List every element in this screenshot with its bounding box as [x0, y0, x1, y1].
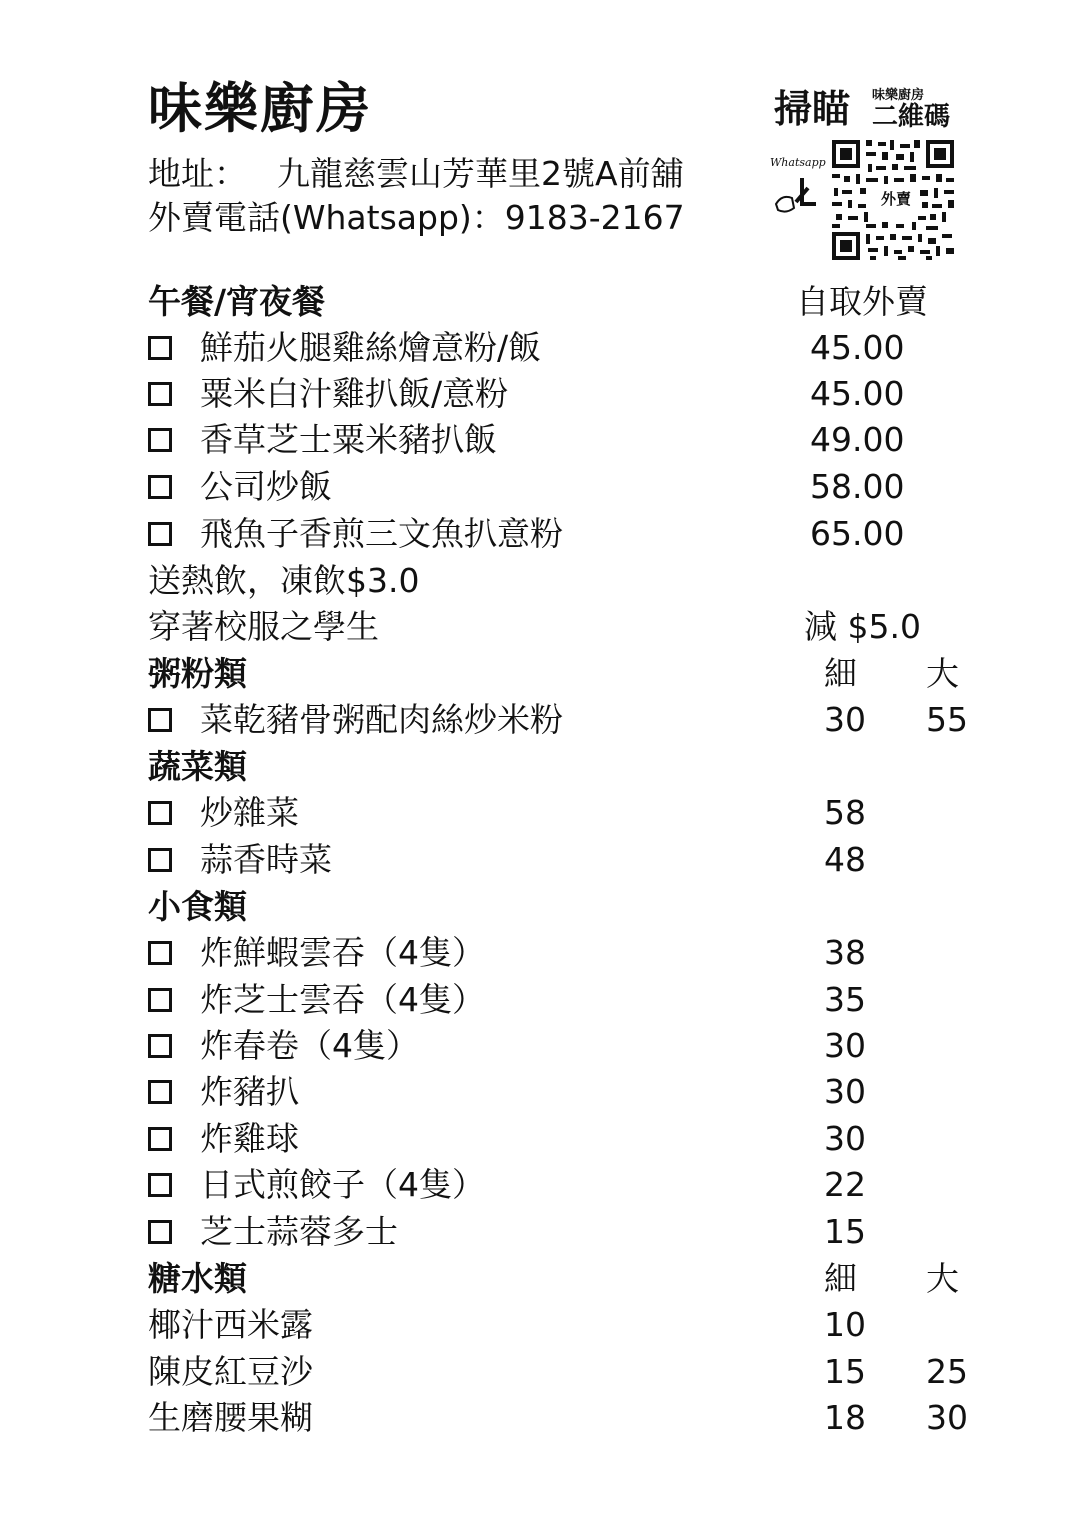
- snacks-heading-row: [148, 884, 968, 930]
- item-name: 粟米白汁雞扒飯/意粉: [200, 374, 509, 413]
- phone-label: 外賣電話(Whatsapp)：: [148, 198, 505, 237]
- checkbox-icon[interactable]: [148, 1127, 172, 1151]
- menu-item[interactable]: [148, 977, 968, 1023]
- student-note-row: [148, 604, 968, 650]
- item-price: 30: [824, 1119, 866, 1158]
- item-price: 15: [824, 1212, 866, 1251]
- menu-item[interactable]: [148, 837, 968, 883]
- menu-item[interactable]: [148, 1395, 968, 1441]
- drink-note: 送熱飲，凍飲$3.0: [148, 561, 420, 600]
- student-note: 穿著校服之學生: [148, 607, 379, 646]
- large-size-label: 大: [926, 654, 959, 693]
- phone-line: [148, 196, 685, 240]
- item-price: 65.00: [810, 514, 905, 553]
- menu-item[interactable]: [148, 790, 968, 836]
- menu-item[interactable]: [148, 930, 968, 976]
- address-value: 九龍慈雲山芳華里2號A前舖: [277, 154, 684, 193]
- checkbox-icon[interactable]: [148, 1080, 172, 1104]
- item-price: 48: [824, 840, 866, 879]
- menu-item[interactable]: [148, 1069, 968, 1115]
- menu-item[interactable]: [148, 1162, 968, 1208]
- item-price: 58.00: [810, 467, 905, 506]
- hand-pointer-icon: [772, 174, 826, 218]
- menu-item[interactable]: [148, 1023, 968, 1069]
- menu-item[interactable]: [148, 1349, 968, 1395]
- checkbox-icon[interactable]: [148, 522, 172, 546]
- item-price: 30: [824, 1072, 866, 1111]
- item-name: 鮮茄火腿雞絲燴意粉/飯: [200, 328, 542, 367]
- checkbox-icon[interactable]: [148, 708, 172, 732]
- item-name: 生磨腰果糊: [148, 1398, 313, 1437]
- item-price-large: 30: [926, 1398, 968, 1437]
- phone-value: 9183-2167: [504, 198, 685, 237]
- item-price: 35: [824, 980, 866, 1019]
- item-price: 45.00: [810, 328, 905, 367]
- item-price: 45.00: [810, 374, 905, 413]
- checkbox-icon[interactable]: [148, 848, 172, 872]
- item-name: 炸雞球: [200, 1119, 299, 1158]
- menu-item[interactable]: [148, 511, 968, 557]
- qr-shop-name: 味樂廚房: [872, 88, 925, 103]
- item-price-large: 25: [926, 1352, 968, 1391]
- item-price-small: 15: [824, 1352, 866, 1391]
- checkbox-icon[interactable]: [148, 428, 172, 452]
- menu-item[interactable]: [148, 1209, 968, 1255]
- checkbox-icon[interactable]: [148, 382, 172, 406]
- qr-block: [768, 84, 968, 264]
- menu-item[interactable]: [148, 325, 968, 371]
- item-price: 58: [824, 793, 866, 832]
- checkbox-icon[interactable]: [148, 1173, 172, 1197]
- item-price: 30: [824, 1026, 866, 1065]
- snacks-heading: 小食類: [148, 887, 247, 926]
- item-name: 炸豬扒: [200, 1072, 299, 1111]
- checkbox-icon[interactable]: [148, 475, 172, 499]
- student-discount: 減 $5.0: [804, 607, 921, 646]
- item-name: 炸鮮蝦雲吞（4隻）: [200, 933, 485, 972]
- large-size-label: 大: [926, 1259, 959, 1298]
- item-price-small: 18: [824, 1398, 866, 1437]
- checkbox-icon[interactable]: [148, 1034, 172, 1058]
- small-size-label: 細: [824, 654, 857, 693]
- address-label: 地址：: [148, 154, 247, 193]
- qr-whatsapp-text: Whatsapp: [770, 156, 826, 169]
- item-name: 日式煎餃子（4隻）: [200, 1165, 485, 1204]
- item-name: 飛魚子香煎三文魚扒意粉: [200, 514, 563, 553]
- item-name: 公司炒飯: [200, 467, 332, 506]
- shop-title: 味樂廚房: [148, 77, 372, 140]
- menu-item[interactable]: [148, 697, 968, 743]
- qr-overlay-label: 外賣: [872, 188, 920, 210]
- item-name: 炸芝士雲吞（4隻）: [200, 980, 485, 1019]
- small-size-label: 細: [824, 1259, 857, 1298]
- checkbox-icon[interactable]: [148, 801, 172, 825]
- vegetable-heading-row: [148, 744, 968, 790]
- item-price: 38: [824, 933, 866, 972]
- lunch-heading: 午餐/宵夜餐: [148, 282, 326, 321]
- item-name: 芝士蒜蓉多士: [200, 1212, 398, 1251]
- item-price: 22: [824, 1165, 866, 1204]
- item-name: 陳皮紅豆沙: [148, 1352, 313, 1391]
- item-price-large: 55: [926, 700, 968, 739]
- qr-code-label: 二維碼: [872, 102, 951, 132]
- dessert-heading-row: [148, 1256, 968, 1302]
- qr-scan-text: 掃瞄: [774, 87, 851, 131]
- checkbox-icon[interactable]: [148, 336, 172, 360]
- item-name: 椰汁西米露: [148, 1305, 313, 1344]
- checkbox-icon[interactable]: [148, 988, 172, 1012]
- dessert-heading: 糖水類: [148, 1259, 247, 1298]
- vegetable-heading: 蔬菜類: [148, 747, 247, 786]
- checkbox-icon[interactable]: [148, 1220, 172, 1244]
- lunch-heading-row: [148, 279, 968, 325]
- item-name: 蒜香時菜: [200, 840, 332, 879]
- item-name: 炒雜菜: [200, 793, 299, 832]
- menu-item[interactable]: [148, 417, 968, 463]
- item-price-small: 10: [824, 1305, 866, 1344]
- item-name: 炸春卷（4隻）: [200, 1026, 419, 1065]
- menu-item[interactable]: [148, 464, 968, 510]
- item-price-small: 30: [824, 700, 866, 739]
- item-name: 香草芝士粟米豬扒飯: [200, 420, 497, 459]
- menu-item[interactable]: [148, 1302, 968, 1348]
- checkbox-icon[interactable]: [148, 941, 172, 965]
- address-line: [148, 152, 684, 196]
- menu-item[interactable]: [148, 371, 968, 417]
- drink-note-row: [148, 558, 968, 604]
- item-price: 49.00: [810, 420, 905, 459]
- menu-item[interactable]: [148, 1116, 968, 1162]
- congee-heading: 粥粉類: [148, 654, 247, 693]
- item-name: 菜乾豬骨粥配肉絲炒米粉: [200, 700, 563, 739]
- price-header: 自取外賣: [796, 282, 928, 321]
- congee-heading-row: [148, 651, 968, 697]
